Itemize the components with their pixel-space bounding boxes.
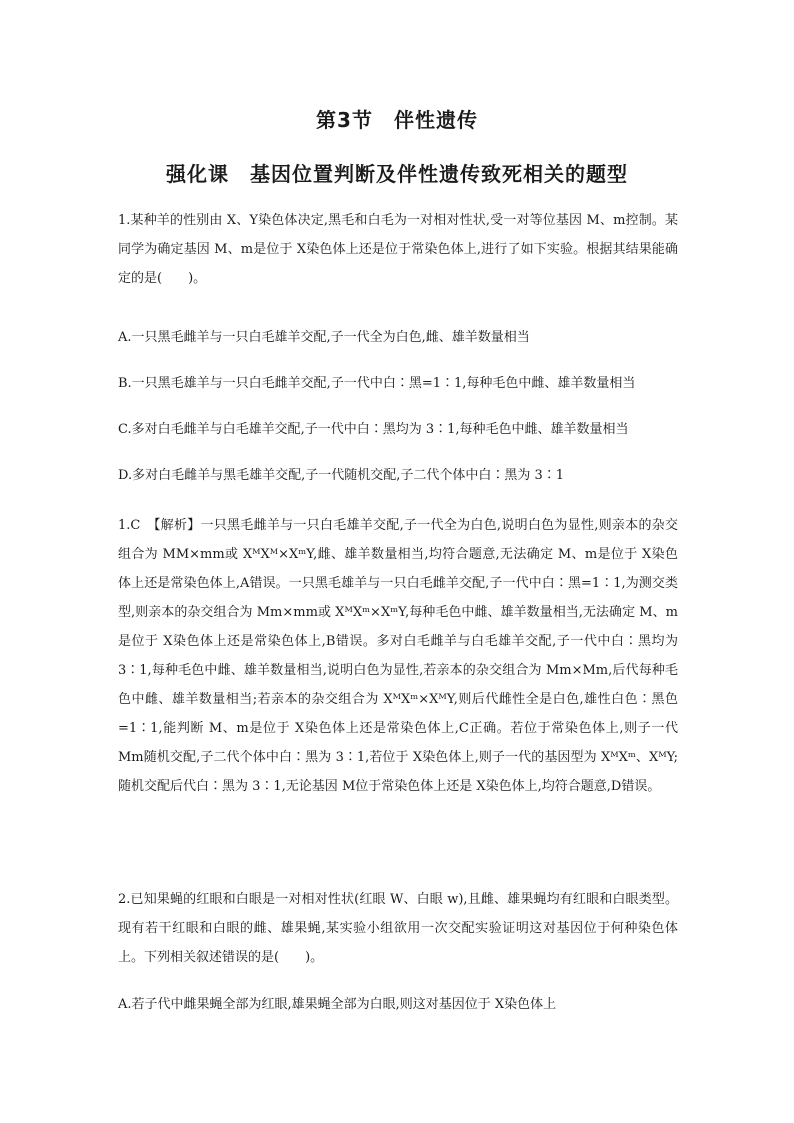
question-1-option-a: A.一只黑毛雌羊与一只白毛雄羊交配,子一代全为白色,雌、雄羊数量相当 (118, 330, 530, 345)
question-1-stem: 1.某种羊的性别由 X、Y染色体决定,黑毛和白毛为一对相对性状,受一对等位基因 M、m控制。某同学为确定基因 M、m是位于 X染色体上还是位于常染色体上,进行了如下实验。根据其结果能确定的是( )。 (118, 213, 678, 286)
lesson-subtitle: 强化课 基因位置判断及伴性遗传致死相关的题型 (166, 162, 628, 186)
answer-1-explanation: 1.C 【解析】一只黑毛雌羊与一只白毛雄羊交配,子一代全为白色,说明白色为显性,则亲本的杂交组合为 MM×mm或 XᴹXᴹ×XᵐY,雌、雄羊数量相当,均符合题意,无法确定 M、m是位于 X染色体上还是常染色体上,A错误。一只黑毛雄羊与一只白毛雌羊交配,子一代中白∶黑=1∶1,为测交类型,则亲本的杂交组合为 Mm×mm或 XᴹXᵐ×XᵐY,每种毛色中雌、雄羊数量相当,无法确定 M、m是位于 X染色体上还是常染色体上,B错误。多对白毛雌羊与白毛雄羊交配,子一代中白∶黑均为 3∶1,每种毛色中雌、雄羊数量相当,说明白色为显性,若亲本的杂交组合为 Mm×Mm,后代每种毛色中雌、雄羊数量相当;若亲本的杂交组合为 XᴹXᵐ×XᴹY,则后代雌性全是白色,雄性白色∶黑色=1∶1,能判断 M、m是位于 X染色体上还是常染色体上,C正确。若位于常染色体上,则子一代 Mm随机交配,子二代个体中白∶黑为 3∶1,若位于 X染色体上,则子一代的基因型为 XᴹXᵐ、XᴹY;随机交配后代白∶黑为 3∶1,无论基因 M位于常染色体上还是 X染色体上,均符合题意,D错误。 (118, 518, 678, 794)
question-1-option-c: C.多对白毛雌羊与白毛雄羊交配,子一代中白∶黑均为 3∶1,每种毛色中雌、雄羊数量相当 (118, 422, 629, 437)
question-2-option-a: A.若子代中雌果蝇全部为红眼,雄果蝇全部为白眼,则这对基因位于 X染色体上 (118, 997, 557, 1012)
question-1-option-d: D.多对白毛雌羊与黑毛雄羊交配,子一代随机交配,子二代个体中白∶黑为 3∶1 (118, 468, 565, 483)
section-title: 第3节 伴性遗传 (316, 108, 478, 132)
question-1-option-b: B.一只黑毛雄羊与一只白毛雌羊交配,子一代中白∶黑=1∶1,每种毛色中雌、雄羊数量相当 (118, 376, 636, 391)
question-2-stem: 2.已知果蝇的红眼和白眼是一对相对性状(红眼 W、白眼 w),且雌、雄果蝇均有红眼和白眼类型。现有若干红眼和白眼的雌、雄果蝇,某实验小组欲用一次交配实验证明这对基因位于何种染色体上。下列相关叙述错误的是( )。 (118, 892, 678, 965)
